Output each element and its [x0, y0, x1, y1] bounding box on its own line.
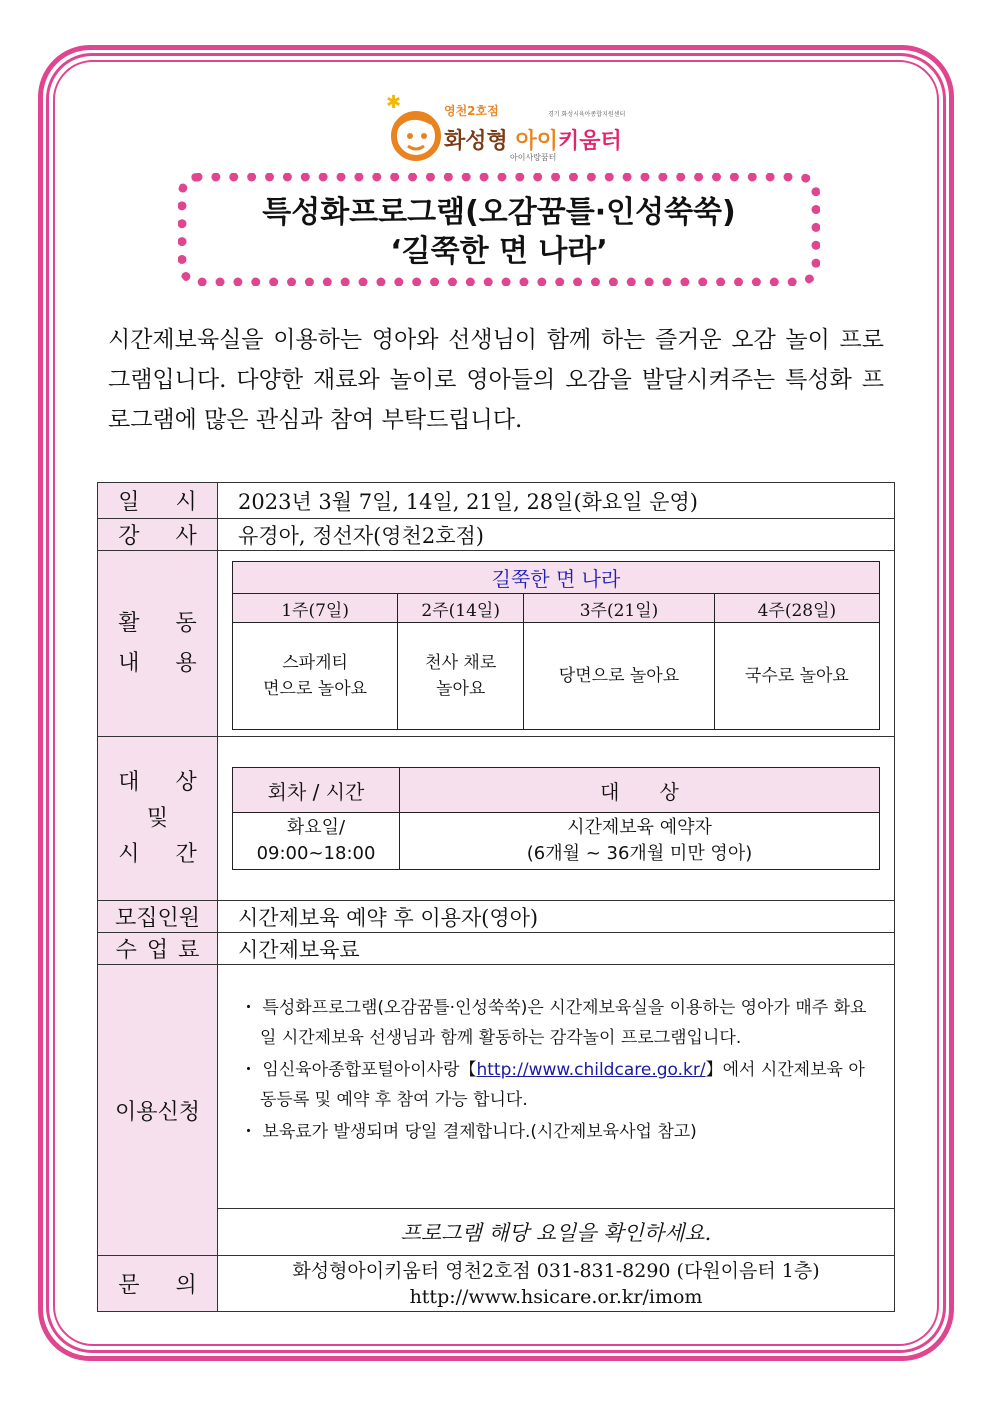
- logo-branch: 영천2호점: [444, 104, 499, 118]
- contact-url[interactable]: http://www.hsicare.or.kr/imom: [409, 1285, 703, 1308]
- activity-label: 활동 내용: [98, 551, 218, 737]
- target-head-target: 대 상: [400, 768, 880, 813]
- apply-note-2: ・ 임신육아종합포털아이사랑【http://www.childcare.go.kr/】에서 시간제보육 아동등록 및 예약 후 참여 가능 합니다.: [240, 1060, 865, 1110]
- activity-4: 국수로 놀아요: [714, 623, 879, 730]
- row-target: [98, 737, 895, 901]
- childcare-link[interactable]: http://www.childcare.go.kr/: [476, 1060, 706, 1080]
- apply-notes: [218, 965, 894, 1147]
- intro-paragraph: 시간제보육실을 이용하는 영아와 선생님이 함께 하는 즐거운 오감 놀이 프로그램입니다. 다양한 재료와 놀이로 영아들의 오감을 발달시켜주는 특성화 프로그램에 많은 관심과 참여 부탁드립니다.: [108, 327, 884, 433]
- apply-note-3: ・ 보육료가 발생되며 당일 결제합니다.(시간제보육사업 참고): [240, 1122, 697, 1142]
- logo-name: [444, 124, 622, 155]
- apply-label: 이용신청: [98, 965, 218, 1256]
- logo-subtitle: 아이사랑꿈터: [510, 153, 557, 162]
- week-3: 3주(21일): [524, 594, 715, 623]
- target-desc: 시간제보육 예약자 (6개월 ~ 36개월 미만 영아): [400, 813, 880, 870]
- row-date: [98, 483, 895, 519]
- row-recruit: [98, 901, 895, 933]
- target-table: [232, 767, 880, 870]
- activity-title: 길쭉한 면 나라: [233, 562, 880, 594]
- week-1: 1주(7일): [233, 594, 398, 623]
- fee-value: 시간제보육료: [218, 933, 895, 965]
- teacher-value: 유경아, 정선자(영천2호점): [218, 519, 895, 551]
- row-activity: [98, 551, 895, 737]
- target-cell: [218, 737, 895, 901]
- activity-cell: [218, 551, 895, 737]
- title-line1: 특성화프로그램(오감꿈틀·인성쑥쑥): [262, 195, 736, 230]
- target-label: 대상 및 시간: [98, 737, 218, 901]
- title-line2: ‘길쭉한 면 나라’: [390, 234, 608, 269]
- info-table: [97, 482, 895, 1312]
- logo-name-part2: 아이: [515, 129, 558, 154]
- apply-notes-cell: [218, 965, 895, 1209]
- apply-italic-note: 프로그램 해당 요일을 확인하세요.: [218, 1209, 895, 1256]
- recruit-value: 시간제보육 예약 후 이용자(영아): [218, 901, 895, 933]
- recruit-label: 모집인원: [98, 901, 218, 933]
- target-time: 화요일/ 09:00~18:00: [233, 813, 400, 870]
- logo: [382, 92, 626, 164]
- row-apply: [98, 965, 895, 1209]
- svg-text:✱: ✱: [386, 92, 402, 113]
- logo-name-part1: 화성형: [444, 129, 508, 154]
- logo-org: 경기 화성시육아종합지원센터: [548, 111, 626, 118]
- activity-3: 당면으로 놀아요: [524, 623, 715, 730]
- activity-1: 스파게티 면으로 놀아요: [233, 623, 398, 730]
- date-label: 일시: [98, 483, 218, 519]
- contact-label: 문의: [98, 1256, 218, 1312]
- fee-label: 수업료: [98, 933, 218, 965]
- row-teacher: [98, 519, 895, 551]
- row-apply-italic: [98, 1209, 895, 1256]
- child-face-icon: [382, 92, 452, 164]
- row-contact: [98, 1256, 895, 1312]
- week-2: 2주(14일): [398, 594, 524, 623]
- logo-name-part3: 키움터: [557, 129, 622, 154]
- activity-table: [232, 561, 880, 730]
- title-box: [178, 173, 820, 286]
- apply-note-1: ・ 특성화프로그램(오감꿈틀·인성쑥쑥)은 시간제보육실을 이용하는 영아가 매주 화요일 시간제보육 선생님과 함께 활동하는 감각놀이 프로그램입니다.: [240, 998, 867, 1048]
- week-4: 4주(28일): [714, 594, 879, 623]
- date-value: 2023년 3월 7일, 14일, 21일, 28일(화요일 운영): [218, 483, 895, 519]
- activity-2: 천사 채로 놀아요: [398, 623, 524, 730]
- contact-value: [218, 1256, 895, 1312]
- contact-line1: 화성형아이키움터 영천2호점 031-831-8290 (다원이음터 1층): [292, 1259, 820, 1282]
- row-fee: [98, 933, 895, 965]
- teacher-label: 강사: [98, 519, 218, 551]
- target-head-time: 회차 / 시간: [233, 768, 400, 813]
